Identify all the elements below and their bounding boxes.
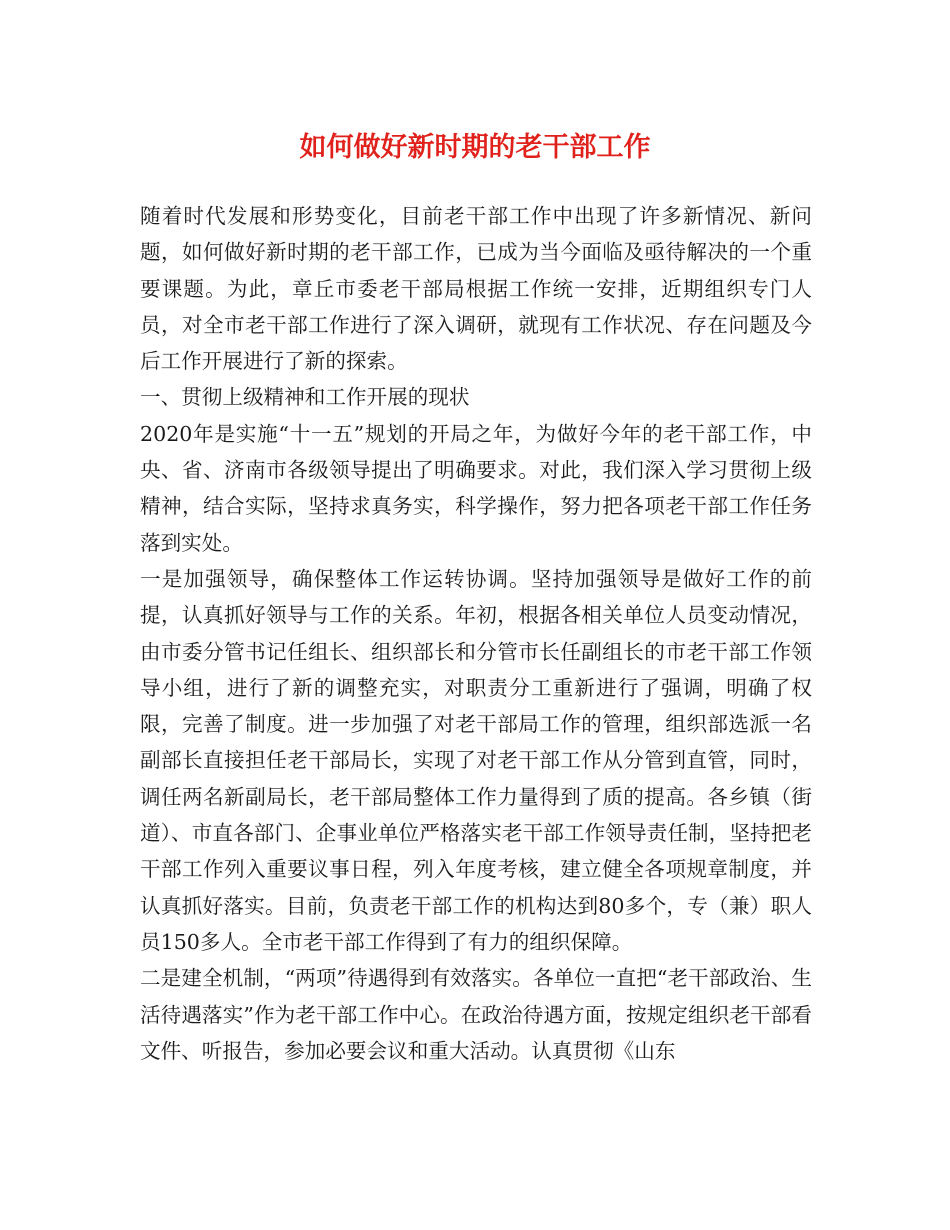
- body-paragraph: 2020年是实施“十一五”规划的开局之年，为做好今年的老干部工作，中央、省、济南市各级领导提出了明确要求。对此，我们深入学习贯彻上级精神，结合实际，坚持求真务实，科学操作，努力把各项老干部工作任务落到实处。: [140, 421, 812, 555]
- body-paragraph: 一是加强领导，确保整体工作运转协调。坚持加强领导是做好工作的前提，认真抓好领导与工作的关系。年初，根据各相关单位人员变动情况，由市委分管书记任组长、组织部长和分管市长任副组长的市老干部工作领导小组，进行了新的调整充实，对职责分工重新进行了强调，明确了权限，完善了制度。进一步加强了对老干部局工作的管理，组织部选派一名副部长直接担任老干部局长，实现了对老干部工作从分管到直管，同时，调任两名新副局长，老干部局整体工作力量得到了质的提高。各乡镇（街道）、市直各部门、企事业单位严格落实老干部工作领导责任制，坚持把老干部工作列入重要议事日程，列入年度考核，建立健全各项规章制度，并认真抓好落实。目前，负责老干部工作的机构达到80多个，专（兼）职人员150多人。全市老干部工作得到了有力的组织保障。: [140, 566, 812, 954]
- document-title: 如何做好新时期的老干部工作: [299, 132, 651, 163]
- section-heading-1: 一、贯彻上级精神和工作开展的现状: [140, 385, 470, 410]
- intro-paragraph: 随着时代发展和形势变化，目前老干部工作中出现了许多新情况、新问题，如何做好新时期的老干部工作，已成为当今面临及亟待解决的一个重要课题。为此，章丘市委老干部局根据工作统一安排，近期组织专门人员，对全市老干部工作进行了深入调研，就现有工作状况、存在问题及今后工作开展进行了新的探索。: [140, 204, 812, 374]
- document-body: [140, 198, 812, 1069]
- body-paragraph: 二是建全机制，“两项”待遇得到有效落实。各单位一直把“老干部政治、生活待遇落实”作为老干部工作中心。在政治待遇方面，按规定组织老干部看文件、听报告，参加必要会议和重大活动。认真贯彻《山东: [140, 966, 812, 1063]
